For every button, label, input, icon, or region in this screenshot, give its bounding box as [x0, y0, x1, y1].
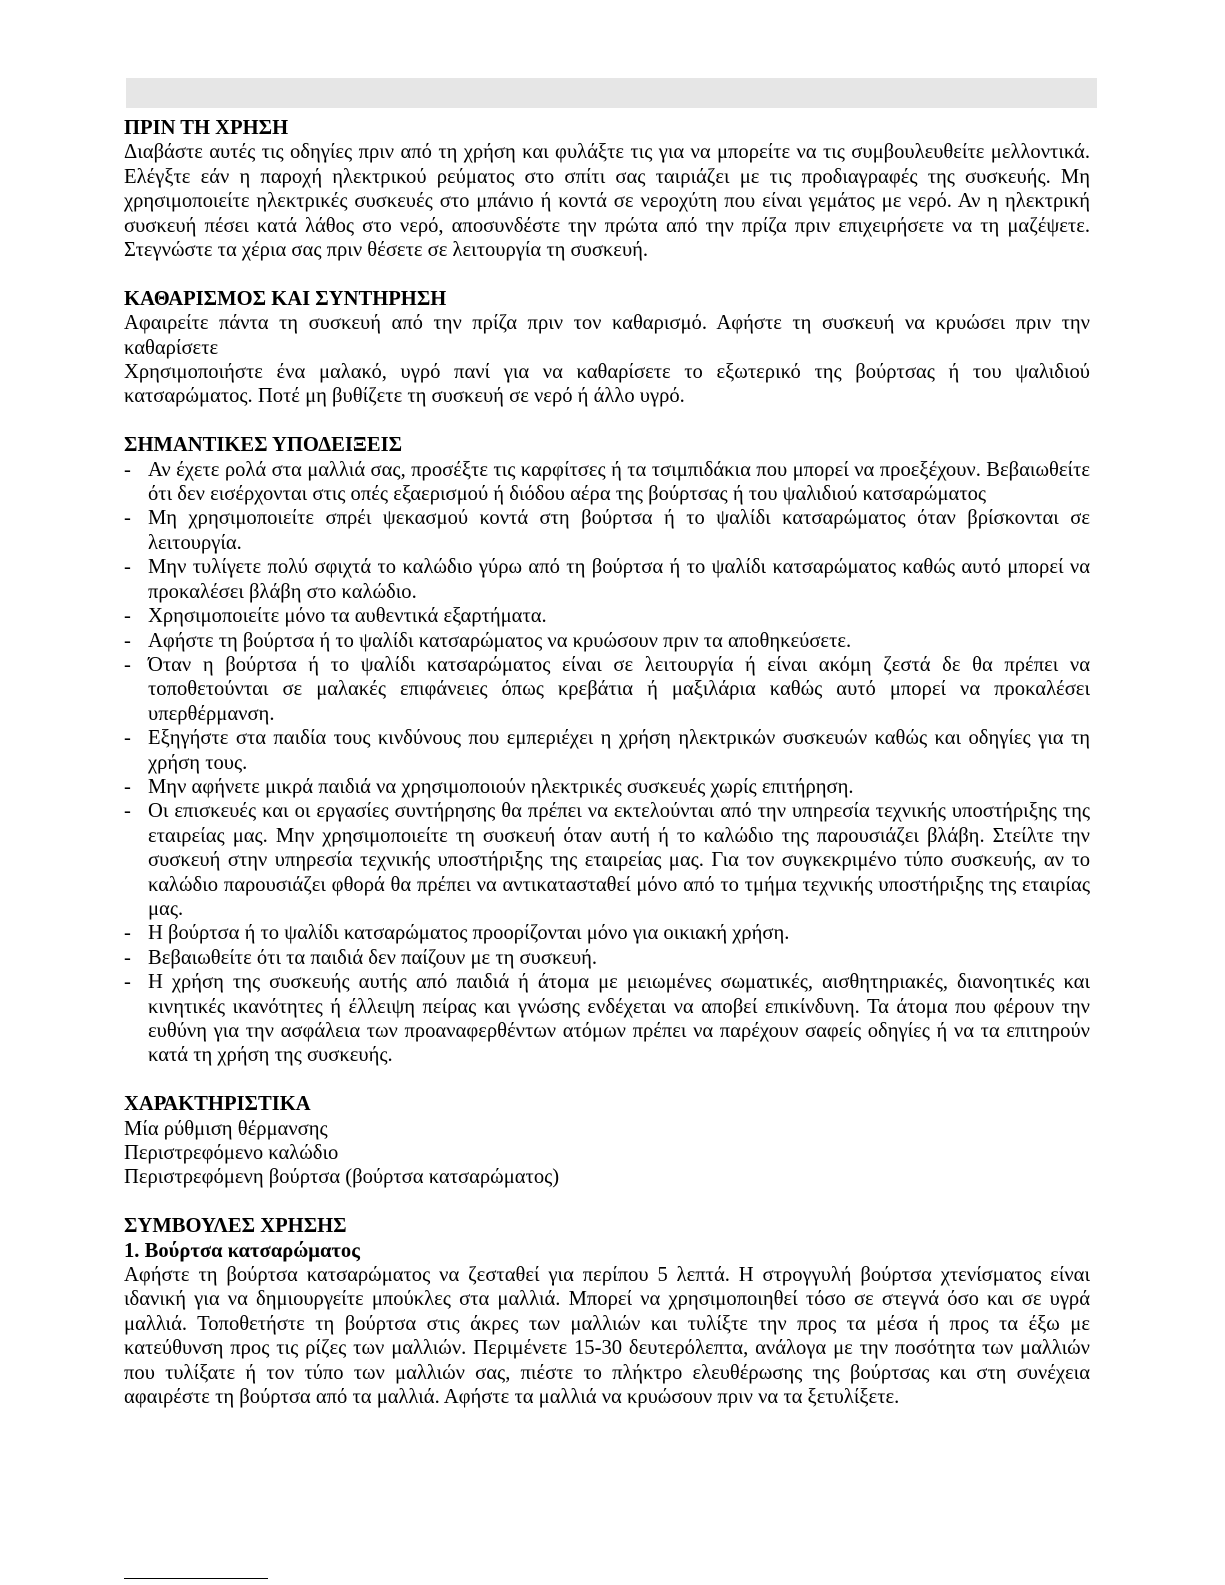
list-item-text: Οι επισκευές και οι εργασίες συντήρησης θα πρέπει να εκτελούνται από την υπηρεσία τεχνικής υποστήριξης της εταιρείας μας. Μην χρησιμοποιείτε τη συσκευή όταν αυτή ή το καλώδιο της παρουσιάζει βλάβη. Στείλτε την συσκευή στην υπηρεσία τεχνικής υποστήριξης της εταιρείας μας. Για τον συγκεκριμένο τύπο συσκευής, αν το καλώδιο παρουσιάζει φθορά θα πρέπει να αντικατασταθεί μόνο από το τμήμα τεχνικής υποστήριξης της εταιρίας μας.: [148, 800, 1090, 920]
section-title-features: ΧΑΡΑΚΤΗΡΙΣΤΙΚΑ: [124, 1093, 311, 1116]
document-body: [124, 116, 1090, 1409]
footnote-rule: [124, 1578, 268, 1579]
subsection-title-curling-brush: 1. Βούρτσα κατσαρώματος: [124, 1239, 360, 1262]
section-cleaning: [124, 287, 1090, 409]
bullet-dash: -: [124, 727, 131, 750]
list-item-text: Αφήστε τη βούρτσα ή το ψαλίδι κατσαρώματος να κρυώσουν πριν τα αποθηκεύσετε.: [148, 629, 852, 652]
bullet-dash: -: [124, 653, 131, 676]
bullet-dash: -: [124, 458, 131, 481]
list-item: [124, 970, 1090, 1068]
bullet-dash: -: [124, 775, 131, 798]
header-bar: [126, 78, 1097, 108]
section-title-cleaning: ΚΑΘΑΡΙΣΜΟΣ ΚΑΙ ΣΥΝΤΗΡΗΣΗ: [124, 287, 447, 310]
list-item: [124, 799, 1090, 921]
list-item-text: Μη χρησιμοποιείτε σπρέι ψεκασμού κοντά στη βούρτσα ή το ψαλίδι κατσαρώματος όταν βρίσκονται σε λειτουργία.: [148, 507, 1090, 554]
list-item-text: Η βούρτσα ή το ψαλίδι κατσαρώματος προορίζονται μόνο για οικιακή χρήση.: [148, 922, 790, 945]
list-item-text: Εξηγήστε στα παιδία τους κινδύνους που εμπεριέχει η χρήση ηλεκτρικών συσκευών καθώς και οδηγίες για τη χρήση τους.: [148, 727, 1090, 774]
bullet-dash: -: [124, 507, 131, 530]
bullet-dash: -: [124, 556, 131, 579]
notes-list: [124, 458, 1090, 1068]
bullet-dash: -: [124, 971, 131, 994]
list-item-text: Βεβαιωθείτε ότι τα παιδιά δεν παίζουν με τη συσκευή.: [148, 946, 598, 969]
list-item: [124, 726, 1090, 775]
section-usage-tips: [124, 1214, 1090, 1409]
feature-item: Περιστρεφόμενο καλώδιο: [124, 1142, 339, 1165]
paragraph-cleaning-2: Χρησιμοποιήστε ένα μαλακό, υγρό πανί για να καθαρίσετε το εξωτερικό της βούρτσας ή του ψαλιδιού κατσαρώματος. Ποτέ μη βυθίζετε τη συσκευή σε νερό ή άλλο υγρό.: [124, 361, 1090, 408]
paragraph-cleaning-1: Αφαιρείτε πάντα τη συσκευή από την πρίζα πριν τον καθαρισμό. Αφήστε τη συσκευή να κρυώσει πριν την καθαρίσετε: [124, 312, 1090, 359]
list-item: [124, 775, 1090, 799]
paragraph-before-use: Διαβάστε αυτές τις οδηγίες πριν από τη χρήση και φυλάξτε τις για να μπορείτε να τις συμβουλευθείτε μελλοντικά. Ελέγξτε εάν η παροχή ηλεκτρικού ρεύματος στο σπίτι σας ταιριάζει με τις προδιαγραφές της συσκευής. Μη χρησιμοποιείτε ηλεκτρικές συσκευές στο μπάνιο ή κοντά σε νεροχύτη που είναι γεμάτος με νερό. Αν η ηλεκτρική συσκευή πέσει κατά λάθος στο νερό, αποσυνδέστε την πρώτα από την πρίζα πριν επιχειρήσετε να τη μαζέψετε. Στεγνώστε τα χέρια σας πριν θέσετε σε λειτουργία τη συσκευή.: [124, 141, 1090, 262]
list-item-text: Αν έχετε ρολά στα μαλλιά σας, προσέξτε τις καρφίτσες ή τα τσιμπιδάκια που μπορεί να προεξέχουν. Βεβαιωθείτε ότι δεν εισέρχονται στις οπές εξαερισμού ή διόδου αέρα της βούρτσας ή του ψαλιδιού κατσαρώματος: [148, 458, 1090, 506]
list-item: [124, 506, 1090, 555]
bullet-dash: -: [124, 605, 131, 628]
list-item: [124, 604, 1090, 628]
list-item: [124, 946, 1090, 970]
section-features: [124, 1092, 1090, 1190]
section-before-use: [124, 116, 1090, 262]
list-item: [124, 653, 1090, 726]
list-item-text: Η χρήση της συσκευής αυτής από παιδιά ή άτομα με μειωμένες σωματικές, αισθητηριακές, διανοητικές και κινητικές ικανότητες ή έλλειψη πείρας και γνώσης ενδέχεται να αποβεί επικίνδυνη. Τα άτομα που φέρουν την ευθύνη για την ασφάλεια των προαναφερθέντων ατόμων πρέπει να παρέχουν σαφείς οδηγίες ή να τα επιτηρούν κατά τη χρήση της συσκευής.: [148, 971, 1090, 1067]
bullet-dash: -: [124, 946, 131, 969]
list-item: [124, 921, 1090, 945]
section-important-notes: [124, 433, 1090, 1068]
bullet-dash: -: [124, 629, 131, 652]
list-item-text: Μην αφήνετε μικρά παιδιά να χρησιμοποιούν ηλεκτρικές συσκευές χωρίς επιτήρηση.: [148, 775, 854, 798]
feature-item: Περιστρεφόμενη βούρτσα (βούρτσα κατσαρώματος): [124, 1166, 560, 1189]
section-title-important-notes: ΣΗΜΑΝΤΙΚΕΣ ΥΠΟΔΕΙΞΕΙΣ: [124, 434, 403, 457]
list-item: [124, 458, 1090, 507]
list-item-text: Όταν η βούρτσα ή το ψαλίδι κατσαρώματος είναι σε λειτουργία ή είναι ακόμη ζεστά δε θα πρέπει να τοποθετούνται σε μαλακές επιφάνειες όπως κρεβάτια ή μαξιλάρια καθώς αυτό μπορεί να προκαλέσει υπερθέρμανση.: [148, 653, 1090, 725]
list-item-text: Χρησιμοποιείτε μόνο τα αυθεντικά εξαρτήματα.: [148, 605, 547, 628]
bullet-dash: -: [124, 800, 131, 823]
list-item: [124, 629, 1090, 653]
list-item-text: Μην τυλίγετε πολύ σφιχτά το καλώδιο γύρω από τη βούρτσα ή το ψαλίδι κατσαρώματος καθώς αυτό μπορεί να προκαλέσει βλάβη στο καλώδιο.: [148, 556, 1090, 603]
paragraph-usage-tips: Αφήστε τη βούρτσα κατσαρώματος να ζεσταθεί για περίπου 5 λεπτά. Η στρογγυλή βούρτσα χτενίσματος είναι ιδανική για να δημιουργείτε μπούκλες στα μαλλιά. Μπορεί να χρησιμοποιηθεί τόσο σε στεγνά όσο και σε υγρά μαλλιά. Τοποθετήστε τη βούρτσα στις άκρες των μαλλιών και τυλίξτε την προς τα μέσα ή προς τα έξω με κατεύθυνση προς τις ρίζες των μαλλιών. Περιμένετε 15-30 δευτερόλεπτα, ανάλογα με την ποσότητα των μαλλιών που τυλίξατε ή τον τύπο των μαλλιών σας, πιέστε το πλήκτρο ελευθέρωσης της βούρτσας και στη συνέχεια αφαιρέστε τη βούρτσα από τα μαλλιά. Αφήστε τα μαλλιά να κρυώσουν πριν να τα ξετυλίξετε.: [124, 1264, 1090, 1409]
section-title-before-use: ΠΡΙΝ ΤΗ ΧΡΗΣΗ: [124, 117, 289, 139]
bullet-dash: -: [124, 922, 131, 945]
section-title-usage-tips: ΣΥΜΒΟΥΛΕΣ ΧΡΗΣΗΣ: [124, 1215, 347, 1238]
feature-item: Μία ρύθμιση θέρμανσης: [124, 1117, 328, 1140]
list-item: [124, 555, 1090, 604]
